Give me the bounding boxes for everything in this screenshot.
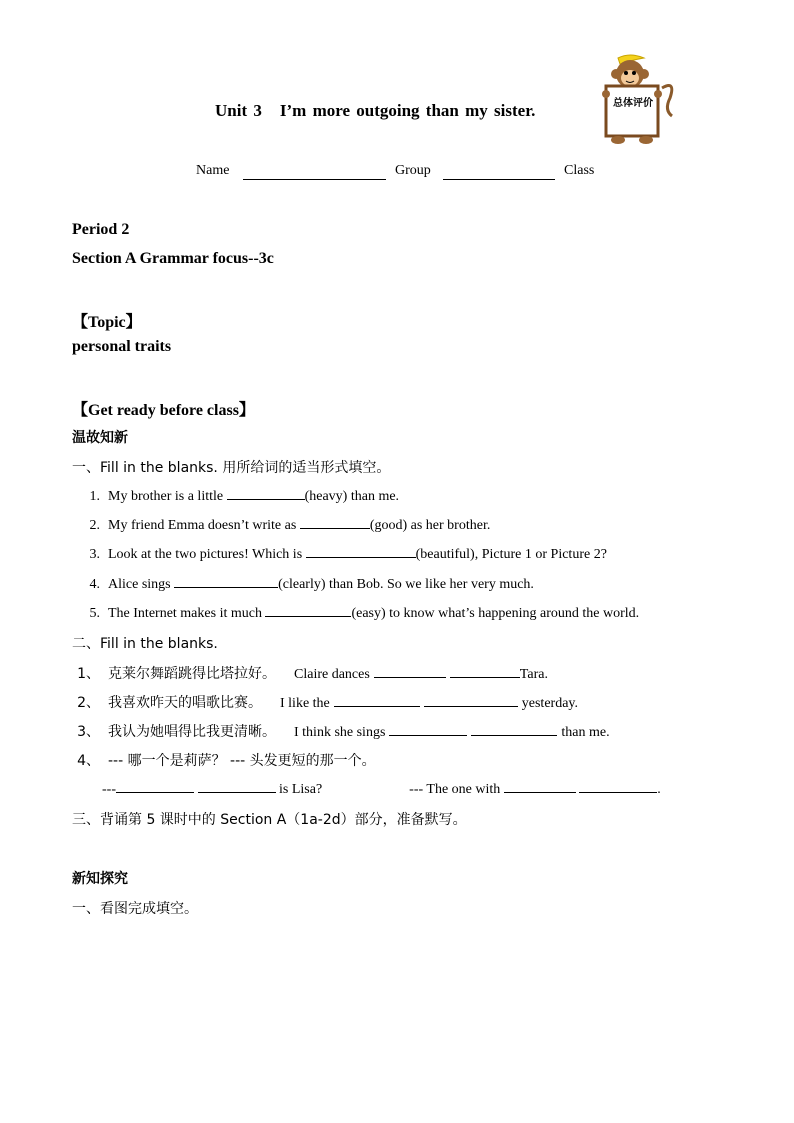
part2-item: 2、 我喜欢昨天的唱歌比赛。 I like the yesterday. — [77, 695, 578, 711]
answer-blank[interactable] — [227, 487, 305, 500]
answer-blank[interactable] — [504, 780, 576, 793]
review-heading: 温故知新 — [72, 430, 128, 446]
part2-item: 3、 我认为她唱得比我更清晰。 I think she sings than me. — [77, 724, 610, 740]
answer-blank[interactable] — [579, 780, 657, 793]
name-label: Name — [196, 163, 230, 178]
new-part1-heading: 一、看图完成填空。 — [72, 901, 198, 917]
title-text: I’m more outgoing than my sister. — [279, 101, 536, 120]
monkey-evaluation-badge — [600, 50, 678, 146]
part1-item: 3. Look at the two pictures! Which is (beautiful), Picture 1 or Picture 2? — [89, 547, 607, 562]
part1-item: 4. Alice sings (clearly) than Bob. So we like her very much. — [89, 577, 534, 592]
part2-item: 4、 --- 哪一个是莉萨？ --- 头发更短的那一个。 — [77, 753, 376, 769]
class-label: Class — [564, 163, 595, 178]
part3-heading: 三、背诵第 5 课时中的 Section A（1a-2d）部分，准备默写。 — [72, 812, 467, 828]
document-title — [215, 101, 535, 121]
answer-blank[interactable] — [198, 780, 276, 793]
part2-item: 1、 克莱尔舞蹈跳得比塔拉好。 Claire dances Tara. — [77, 666, 548, 682]
name-blank[interactable] — [243, 179, 386, 180]
new-knowledge-heading: 新知探究 — [72, 871, 128, 887]
group-blank[interactable] — [443, 179, 555, 180]
part1-heading: 一、Fill in the blanks. 用所给词的适当形式填空。 — [72, 460, 391, 476]
group-label: Group — [395, 163, 431, 178]
section-heading: Section A Grammar focus--3c — [72, 250, 274, 267]
answer-blank[interactable] — [471, 723, 557, 736]
answer-blank[interactable] — [450, 665, 520, 678]
answer-blank[interactable] — [374, 665, 446, 678]
answer-blank[interactable] — [174, 575, 278, 588]
answer-blank[interactable] — [334, 694, 420, 707]
unit-label: Unit 3 — [215, 101, 262, 120]
topic-text: personal traits — [72, 338, 172, 355]
period-heading: Period 2 — [72, 221, 130, 238]
answer-blank[interactable] — [306, 545, 416, 558]
answer-blank[interactable] — [116, 780, 194, 793]
topic-heading: 【Topic】 — [72, 314, 142, 331]
ready-heading: 【Get ready before class】 — [72, 402, 255, 419]
part2-heading: 二、Fill in the blanks. — [72, 636, 218, 652]
badge-label: 总体评价 — [613, 98, 653, 109]
answer-blank[interactable] — [300, 516, 370, 529]
answer-blank[interactable] — [424, 694, 518, 707]
answer-blank[interactable] — [265, 604, 351, 617]
part1-item: 5. The Internet makes it much (easy) to know what’s happening around the world. — [89, 606, 640, 621]
part2-item4-line2: --- is Lisa? --- The one with . — [102, 782, 661, 797]
part1-item: 1. My brother is a little (heavy) than me. — [89, 489, 400, 504]
part1-item: 2. My friend Emma doesn’t write as (good) as her brother. — [89, 518, 491, 533]
answer-blank[interactable] — [389, 723, 467, 736]
